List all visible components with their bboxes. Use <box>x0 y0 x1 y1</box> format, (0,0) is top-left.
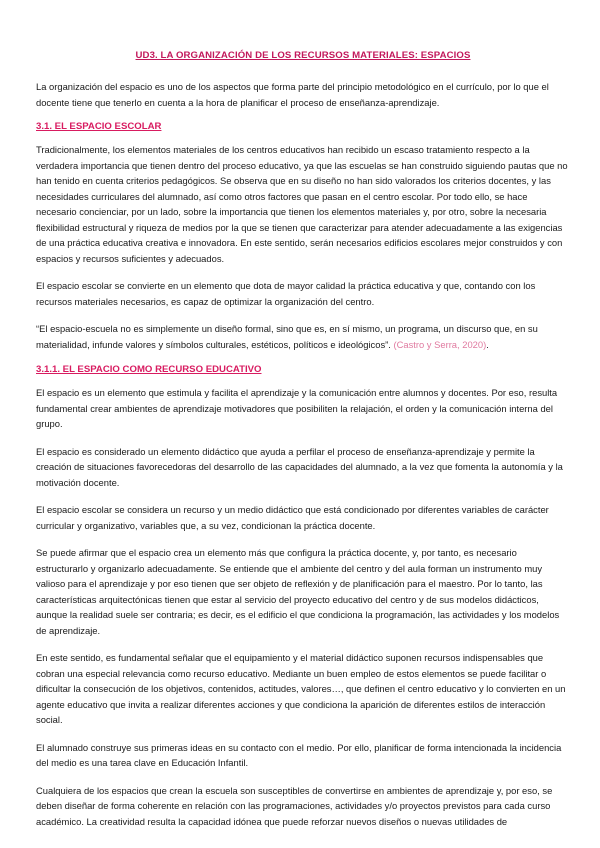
quote-text: “El espacio-escuela no es simplemente un diseño formal, sino que es, en sí mismo, un programa, un discurso que, en su materialidad, infunde valores y símbolos culturales, estéticos, políticos e ideológicos”. <box>36 323 538 350</box>
citation: (Castro y Serra, 2020) <box>393 338 487 350</box>
paragraph: En este sentido, es fundamental señalar que el equipamiento y el material didáctico suponen recursos indispensables que cobran una especial relevancia como recurso educativo. Mediante un buen empleo de estos elementos se puede facilitar o dificultar la consecución de los objetivos, contenidos, actitudes, valores…, que definen el centro educativo y lo convierten en un agente educativo que invita a realizar diferentes acciones y que condiciona la aparición de diferentes estilos de interacción social. <box>36 652 566 725</box>
paragraph: Se puede afirmar que el espacio crea un elemento más que configura la práctica docente, y, por tanto, es necesario estructurarlo y organizarlo adecuadamente. Se entiende que el ambiente del centro y del aula forman un instrumento muy valioso para el aprendizaje y por eso tienen que ser objeto de reflexión y de planificación para el maestro. Por lo tanto, las características arquitectónicas tienen que estar al servicio del proyecto educativo del centro y de sus modelos didácticos, aunque la realidad suele ser contraria; es decir, es el edificio el que condiciona la programación, las actividades y los modelos de aprendizaje. <box>36 547 560 636</box>
quote-end: . <box>486 338 489 350</box>
section-heading-espacio-recurso: 3.1.1. EL ESPACIO COMO RECURSO EDUCATIVO <box>36 364 262 375</box>
paragraph: El espacio es un elemento que estimula y facilita el aprendizaje y la comunicación entre alumnos y docentes. Por eso, resulta fundamental crear ambientes de aprendizaje motivadores que posibiliten la relajación, el orden y la comunicación interna del grupo. <box>36 387 558 429</box>
section-heading-espacio-escolar: 3.1. EL ESPACIO ESCOLAR <box>36 121 162 132</box>
paragraph: Cualquiera de los espacios que crean la escuela son susceptibles de convertirse en ambientes de aprendizaje y, por eso, se deben diseñar de forma coherente en relación con las programaciones, actividades y/o proyectos previstos para cada curso académico. La creatividad resulta la capacidad idónea que puede reforzar nuevos diseños o nuevas utilidades de <box>36 784 553 827</box>
paragraph: El alumnado construye sus primeras ideas en su contacto con el medio. Por ello, planificar de forma intencionada la incidencia del medio es una tarea clave en Educación Infantil. <box>36 741 562 768</box>
paragraph: El espacio escolar se considera un recurso y un medio didáctico que está condicionado por diferentes variables de carácter curricular y organizativo, variables que, a su vez, condicionan la práctica docente. <box>36 504 549 531</box>
paragraph: El espacio escolar se convierte en un elemento que dota de mayor calidad la práctica educativa y que, contando con los recursos materiales necesarios, es capaz de optimizar la organización del centro. <box>36 280 536 307</box>
paragraph: El espacio es considerado un elemento didáctico que ayuda a perfilar el proceso de enseñanza-aprendizaje y permite la creación de situaciones favorecedoras del desarrollo de las capacidades del alumnado, a la vez que fomenta la autonomía y la motivación docente. <box>36 445 563 488</box>
paragraph: Tradicionalmente, los elementos materiales de los centros educativos han recibido un escaso tratamiento respecto a la verdadera importancia que tienen dentro del proceso educativo, ya que las escuelas se han construido siguiendo pautas que no han tenido en cuenta criterios pedagógicos. Se observa que en su diseño no han sido valorados los criterios docentes, y las necesidades curriculares del alumnado, así como otros factores que pasan en el centro escolar. Por todo ello, se hace necesario concienciar, por un lado, sobre la importancia que tienen los elementos materiales y, por otro, sobre la necesaria flexibilidad estructural y riqueza de medios por la que se tienen que caracterizar para atender adecuadamente a las exigencias de una práctica educativa creativa e innovadora. En este sentido, serán necesarios edificios escolares mejor construidos y con espacios y recursos suficientes y adecuados. <box>36 144 568 264</box>
intro-paragraph: La organización del espacio es uno de los aspectos que forma parte del principio metodológico en el currículo, por lo que el docente tiene que tenerlo en cuenta a la hora de planificar el proceso de enseñanza-aprendizaje. <box>36 81 549 108</box>
quote-paragraph <box>36 321 570 352</box>
document-title: UD3. LA ORGANIZACIÓN DE LOS RECURSOS MATERIALES: ESPACIOS <box>135 50 471 61</box>
